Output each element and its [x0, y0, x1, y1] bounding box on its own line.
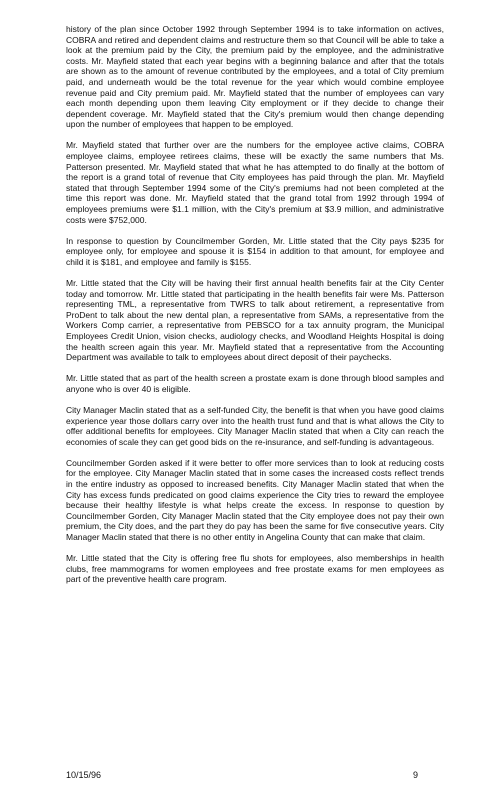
page-number: 9 [412, 770, 418, 780]
footer-date: 10/15/96 [66, 770, 102, 780]
paragraph: Mr. Mayfield stated that further over are the numbers for the employee active claims, COBRA employee claims, employee retirees claims, these will be exactly the same numbers that Ms. Patterson presented. Mr. Mayfield stated that what he has attempted to do finally at the bottom of the report is a grand total of revenue that City employees has paid through the plan. Mr. Mayfield stated that through September 1994 some of the City's premiums had not been completed at the time this report was done. Mr. Mayfield stated that the grand total from 1992 through 1994 of employees premiums were $1.1 million, with the City's premium at $3.9 million, and administrative costs were $752,000. [66, 140, 444, 225]
paragraph: Mr. Little stated that the City will be having their first annual health benefits fair at the City Center today and tomorrow. Mr. Little stated that participating in the health benefits fair were Ms. Patterson representing TML, a representative from TWRS to talk about retirement, a representative from ProDent to talk about the new dental plan, a representative from SAMs, a representative from the Workers Comp carrier, a representative from PEBSCO for a tax annuity program, the Municipal Employees Credit Union, vision checks, audiology checks, and Woodland Heights Hospital is doing the health screen again this year. Mr. Mayfield stated that a representative from the Accounting Department was available to talk to employees about direct deposit of their paychecks. [66, 277, 444, 363]
page-footer [66, 770, 418, 780]
paragraph: City Manager Maclin stated that as a self-funded City, the benefit is that when you have good claims experience year those dollars carry over into the health trust fund and that is what allows the City to offer additional benefits for employees. City Manager Maclin stated that when a City can reach the economies of scale they can get good bids on the re-insurance, and self-funding is advantageous. [66, 404, 444, 447]
paragraph: In response to question by Councilmember Gorden, Mr. Little stated that the City pays $235 for employee only, for employee and spouse it is $154 in addition to that amount, for employee and child it is $181, and employee and family is $155. [66, 235, 444, 267]
document-body [66, 24, 444, 585]
paragraph: history of the plan since October 1992 through September 1994 is to take information on actives, COBRA and retired and dependent claims and restructure them so that Council will be able to take a look at the premium paid by the City, the premium paid by the employee, and the administrative costs. Mr. Mayfield stated that each year begins with a beginning balance and after that the totals are shown as to the amount of revenue contributed by the employees, and a total of City premium paid, and underneath would be the total revenue for the year which would combine employee revenue paid and City premium paid. Mr. Mayfield stated that the number of employees can vary each month depending upon them leaving City employment or if they decide to change their dependent coverage. Mr. Mayfield stated that the City's premium would then change depending upon the number of employees that happen to be employed. [66, 24, 444, 130]
paragraph: Councilmember Gorden asked if it were better to offer more services than to look at reducing costs for the employee. City Manager Maclin stated that in some cases the increased costs reflect trends in the entire industry as opposed to increased benefits. City Manager Maclin stated that when the City has excess funds predicated on good claims experience the City tries to reward the employee because their healthy lifestyle is what helps create the excess. In response to question by Councilmember Gorden, City Manager Maclin stated that the City employee does not pay their own premium, the City does, and the part they do pay has been the same for five consecutive years. City Manager Maclin stated that there is no other entity in Angelina County that can make that claim. [66, 457, 444, 542]
paragraph: Mr. Little stated that as part of the health screen a prostate exam is done through blood samples and anyone who is over 40 is eligible. [66, 373, 444, 394]
paragraph: Mr. Little stated that the City is offering free flu shots for employees, also memberships in health clubs, free mammograms for women employees and free prostate exams for men employees as part of the preventive health care program. [66, 553, 444, 585]
